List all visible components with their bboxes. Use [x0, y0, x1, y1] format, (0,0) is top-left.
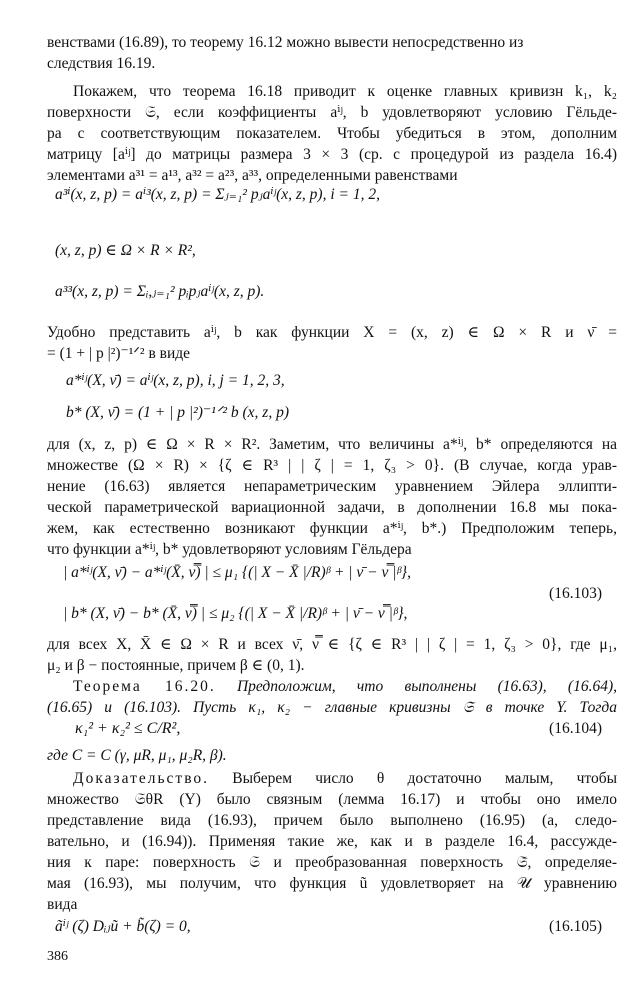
text-line: элементами a³¹ = a¹³, a³² = a²³, a³³, определенными равенствами: [47, 167, 458, 184]
text-line: представление вида (16.93), причем было выполнено (16.95) (а, следо-: [47, 812, 617, 829]
text-line: для (x, z, p) ∈ Ω × R × R². Заметим, что величины a*ⁱʲ, b* определяются на: [47, 436, 617, 453]
text-line: поверхности 𝔖, если коэффициенты aⁱʲ, b удовлетворяют условию Гёльде-: [47, 104, 617, 121]
text-line: = (1 + | p |²)⁻¹ᐟ² в виде: [47, 345, 191, 362]
equation: a*ⁱʲ(X, ν̄) = aⁱʲ(x, z, p), i, j = 1, 2, 3,: [66, 372, 285, 389]
equation: | b* (X, ν̄) − b* (X̄, ν̿) | ≤ μ₂ {(| X − X̄ |/R)ᵝ + | ν̄ − ν̿ |ᵝ},: [63, 605, 408, 622]
equation-number: (16.104): [549, 720, 602, 737]
theorem-text: Предположим, что выполнены (16.63), (16.64),: [215, 678, 617, 695]
equation: a³³(x, z, p) = Σᵢ,ⱼ₌₁² pᵢpⱼaⁱʲ(x, z, p).: [55, 283, 265, 300]
text-line: следствия 16.19.: [47, 55, 156, 72]
text-line: множество 𝔖θR (Y) было связным (лемма 16.17) и чтобы оно имело: [47, 791, 617, 808]
proof-heading: Доказательство.: [73, 770, 210, 787]
text-line: Покажем, что теорема 16.18 приводит к оценке главных кривизн k₁, k₂: [73, 83, 617, 100]
text-line: ния к паре: поверхность 𝔖 и преобразованная поверхность 𝔖̃, определяе-: [47, 854, 617, 871]
equation-number: (16.105): [549, 918, 602, 935]
page-number: 386: [47, 949, 68, 964]
text-line: жем, как естественно возникают функции a*ⁱʲ, b*.) Предположим теперь,: [47, 520, 617, 537]
proof-first-line: [47, 768, 617, 789]
theorem-text: (16.65) и (16.103). Пусть κ₁, κ₂ − главные кривизны 𝔖 в точке Y. Тогда: [47, 699, 617, 716]
text-line: для всех X, X̄ ∈ Ω × R и всех ν̄, ν̿ ∈ {ζ ∈ R³ | | ζ | = 1, ζ₃ > 0}, где μ₁,: [47, 636, 617, 653]
text-line: Удобно представить aⁱʲ, b как функции X = (x, z) ∈ Ω × R и ν̄ =: [47, 324, 617, 341]
equation: (x, z, p) ∈ Ω × R × R²,: [55, 242, 196, 259]
equation: b* (X, ν̄) = (1 + | p |²)⁻¹ᐟ² b (x, z, p): [66, 404, 289, 421]
text-line: где C = C (γ, μR, μ₁, μ₂R, β).: [47, 747, 227, 764]
equation: | a*ⁱʲ(X, ν̄) − a*ⁱʲ(X̄, ν̿) | ≤ μ₁ {(| X − X̄ |/R)ᵝ + | ν̄ − ν̿ |ᵝ},: [63, 564, 412, 581]
text-line: ра с соответствующим показателем. Чтобы убедиться в этом, дополним: [47, 125, 617, 142]
text-line: вида: [47, 896, 78, 913]
equation: a³ⁱ(x, z, p) = aⁱ³(x, z, p) = Σⱼ₌₁² pⱼaⁱʲ(x, z, p), i = 1, 2,: [55, 186, 380, 203]
proof-text: Выберем число θ достаточно малым, чтобы: [209, 770, 617, 787]
text-line: μ₂ и β − постоянные, причем β ∈ (0, 1).: [47, 657, 305, 674]
equation-number: (16.103): [549, 585, 602, 602]
text-line: вательно, и (16.94)). Применяя такие же, как и в разделе 16.4, рассужде-: [47, 833, 617, 850]
text-line: множестве (Ω × R) × {ζ ∈ R³ | | ζ | = 1, ζ₃ > 0}. (В случае, когда урав-: [47, 457, 617, 474]
text-line: что функции a*ⁱʲ, b* удовлетворяют условиям Гёльдера: [47, 541, 412, 558]
text-line: ческой параметрической вариационной задачи, в дополнении 16.8 мы пока-: [47, 499, 617, 516]
theorem-heading: Теорема 16.20.: [73, 678, 216, 695]
text-line: венствами (16.89), то теорему 16.12 можно вывести непосредственно из: [47, 34, 524, 51]
text-line: мая (16.93), мы получим, что функция ũ удовлетворяет на 𝒰 уравнению: [47, 875, 617, 892]
equation: ãⁱʲ (ζ) Dᵢⱼũ + b̃(ζ) = 0,: [55, 918, 191, 935]
theorem-first-line: [47, 676, 617, 697]
text-line: матрицу [aⁱʲ] до матрицы размера 3 × 3 (ср. с процедурой из раздела 16.4): [47, 146, 617, 163]
equation: κ₁² + κ₂² ≤ C/R²,: [75, 720, 181, 737]
text-line: нение (16.63) является непараметрическим уравнением Эйлера эллипти-: [47, 478, 617, 495]
